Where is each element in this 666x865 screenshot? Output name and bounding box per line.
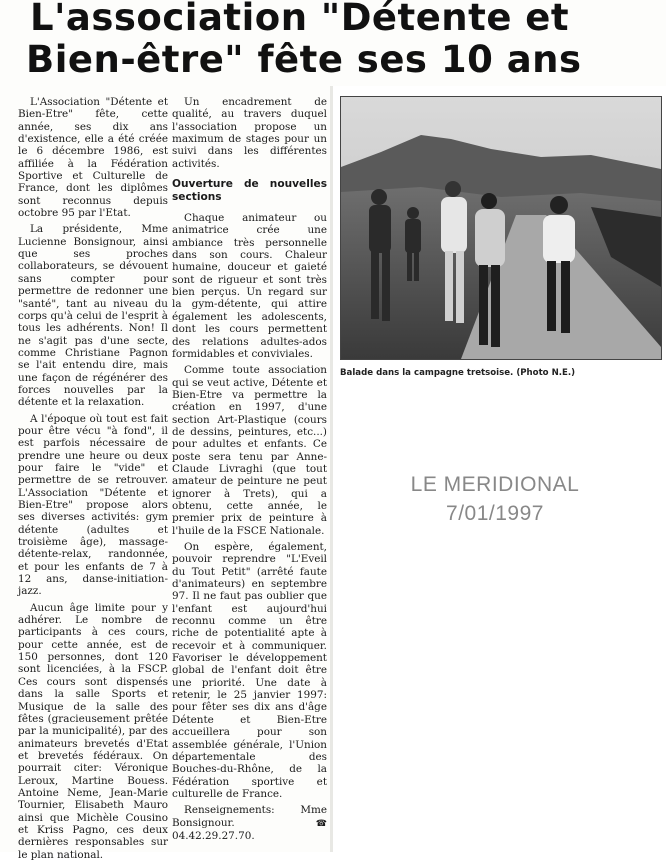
source-stamp [370, 470, 620, 528]
headline [0, 0, 666, 86]
paragraph: L'Association "Détente et Bien-Etre" fête, cette année, ses dix ans d'existence, elle a été créée le 6 décembre 1986, est affiliée à la Fédération Sportive et Culturelle de France, dont les diplômes sont reconnus depuis octobre 95 par l'Etat. [18, 96, 168, 220]
article-column-1 [18, 96, 168, 865]
paragraph: Aucun âge limite pour y adhérer. Le nombre de participants à ces cours, pour cette année, est de 150 personnes, dont 120 sont licenciées, à la FSCP. Ces cours sont dispensés dans la salle Sports et Musique de la salle des fêtes (gracieusement prêtée par la municipalité), par des animateurs brevetés d'Etat et brevetés fédéraux. On pourrait citer: Véronique Leroux, Martine Bouess. Antoine Neme, Jean-Marie Tournier, Elisabeth Mauro ainsi que Michèle Cousino et Kriss Pagno, ces deux dernières responsables sur le plan national. [18, 601, 168, 861]
publication-name: LE MERIDIONAL [410, 473, 580, 496]
paragraph: La présidente, Mme Lucienne Bonsignour, ainsi que ses proches collaborateurs, se dévouent sans compter pour permettre de redonner une "santé", tant au niveau du corps qu'à celui de l'esprit à tous les adhérents. Non! Il ne s'agit pas d'une secte, comme Christiane Pagnon se l'ait entendu dire, mais une façon de régénérer des forces nouvelles par la détente et la relaxation. [18, 223, 168, 409]
headline-line-1: L'association "Détente et [30, 0, 570, 39]
paragraph: Chaque animateur ou animatrice crée une ambiance très personnelle dans son cours. Chaleur humaine, douceur et gaieté sont de rigueur et sont très bien perçus. Un regard sur la gym-détente, qui attire également les adolescents, dont les cours permettent des relations adultes-ados formidables et conviviales. [172, 212, 327, 360]
clipping-edge [330, 86, 333, 852]
contact-line [172, 804, 327, 842]
section-subhead: Ouverture de nouvelles sections [172, 178, 327, 204]
contact-text: Renseignements: Mme Bonsignour. [172, 804, 327, 829]
paragraph: Comme toute association qui se veut active, Détente et Bien-Etre va permettre la création en 1997, d'une section Art-Plastique (cours de dessins, peintures, etc...) pour adultes et enfants. Ce poste sera tenu par Anne-Claude Livraghi (que tout amateur de peinture ne peut ignorer à Trets), qui a obtenu, cette année, le premier prix de peinture à l'huile de la FSCE Nationale. [172, 364, 327, 537]
paragraph: Un encadrement de qualité, au travers duquel l'association propose un maximum de stages pour un suivi dans les différentes activités. [172, 96, 327, 170]
paragraph: A l'époque où tout est fait pour être vécu "à fond", il est parfois nécessaire de prendre une heure ou deux pour faire le "vide" et permettre de se retrouver. L'Association "Détente et Bien-Etre" propose alors ses diverses activités: gym détente (adultes et troisième âge), massage-détente-relax, randonnée, et pour les enfants de 7 à 12 ans, danse-initiation-jazz. [18, 412, 168, 598]
telephone-icon: ☎ [315, 818, 327, 829]
headline-line-2: Bien-être" fête ses 10 ans [26, 38, 582, 81]
photo-caption: Balade dans la campagne tretsoise. (Photo N.E.) [340, 368, 576, 378]
phone-number: 04.42.29.27.70. [172, 829, 255, 842]
photo-walkers-in-countryside [341, 97, 661, 359]
paragraph: On espère, également, pouvoir reprendre "L'Eveil du Tout Petit" (arrêté faute d'animateurs) en septembre 97. Il ne faut pas oublier que l'enfant est aujourd'hui reconnu comme un être riche de potentialité apte à recevoir et à communiquer. Favoriser le développement global de l'enfant doit être une priorité. Une date à retenir, le 25 janvier 1997: pour fêter ses dix ans d'âge Détente et Bien-Etre accueillera pour son assemblée générale, l'Union départementale des Bouches-du-Rhône, de la Fédération sportive et culturelle de France. [172, 541, 327, 800]
publication-date: 7/01/1997 [446, 502, 544, 525]
article-photo [340, 96, 662, 360]
article-column-2 [172, 96, 327, 846]
